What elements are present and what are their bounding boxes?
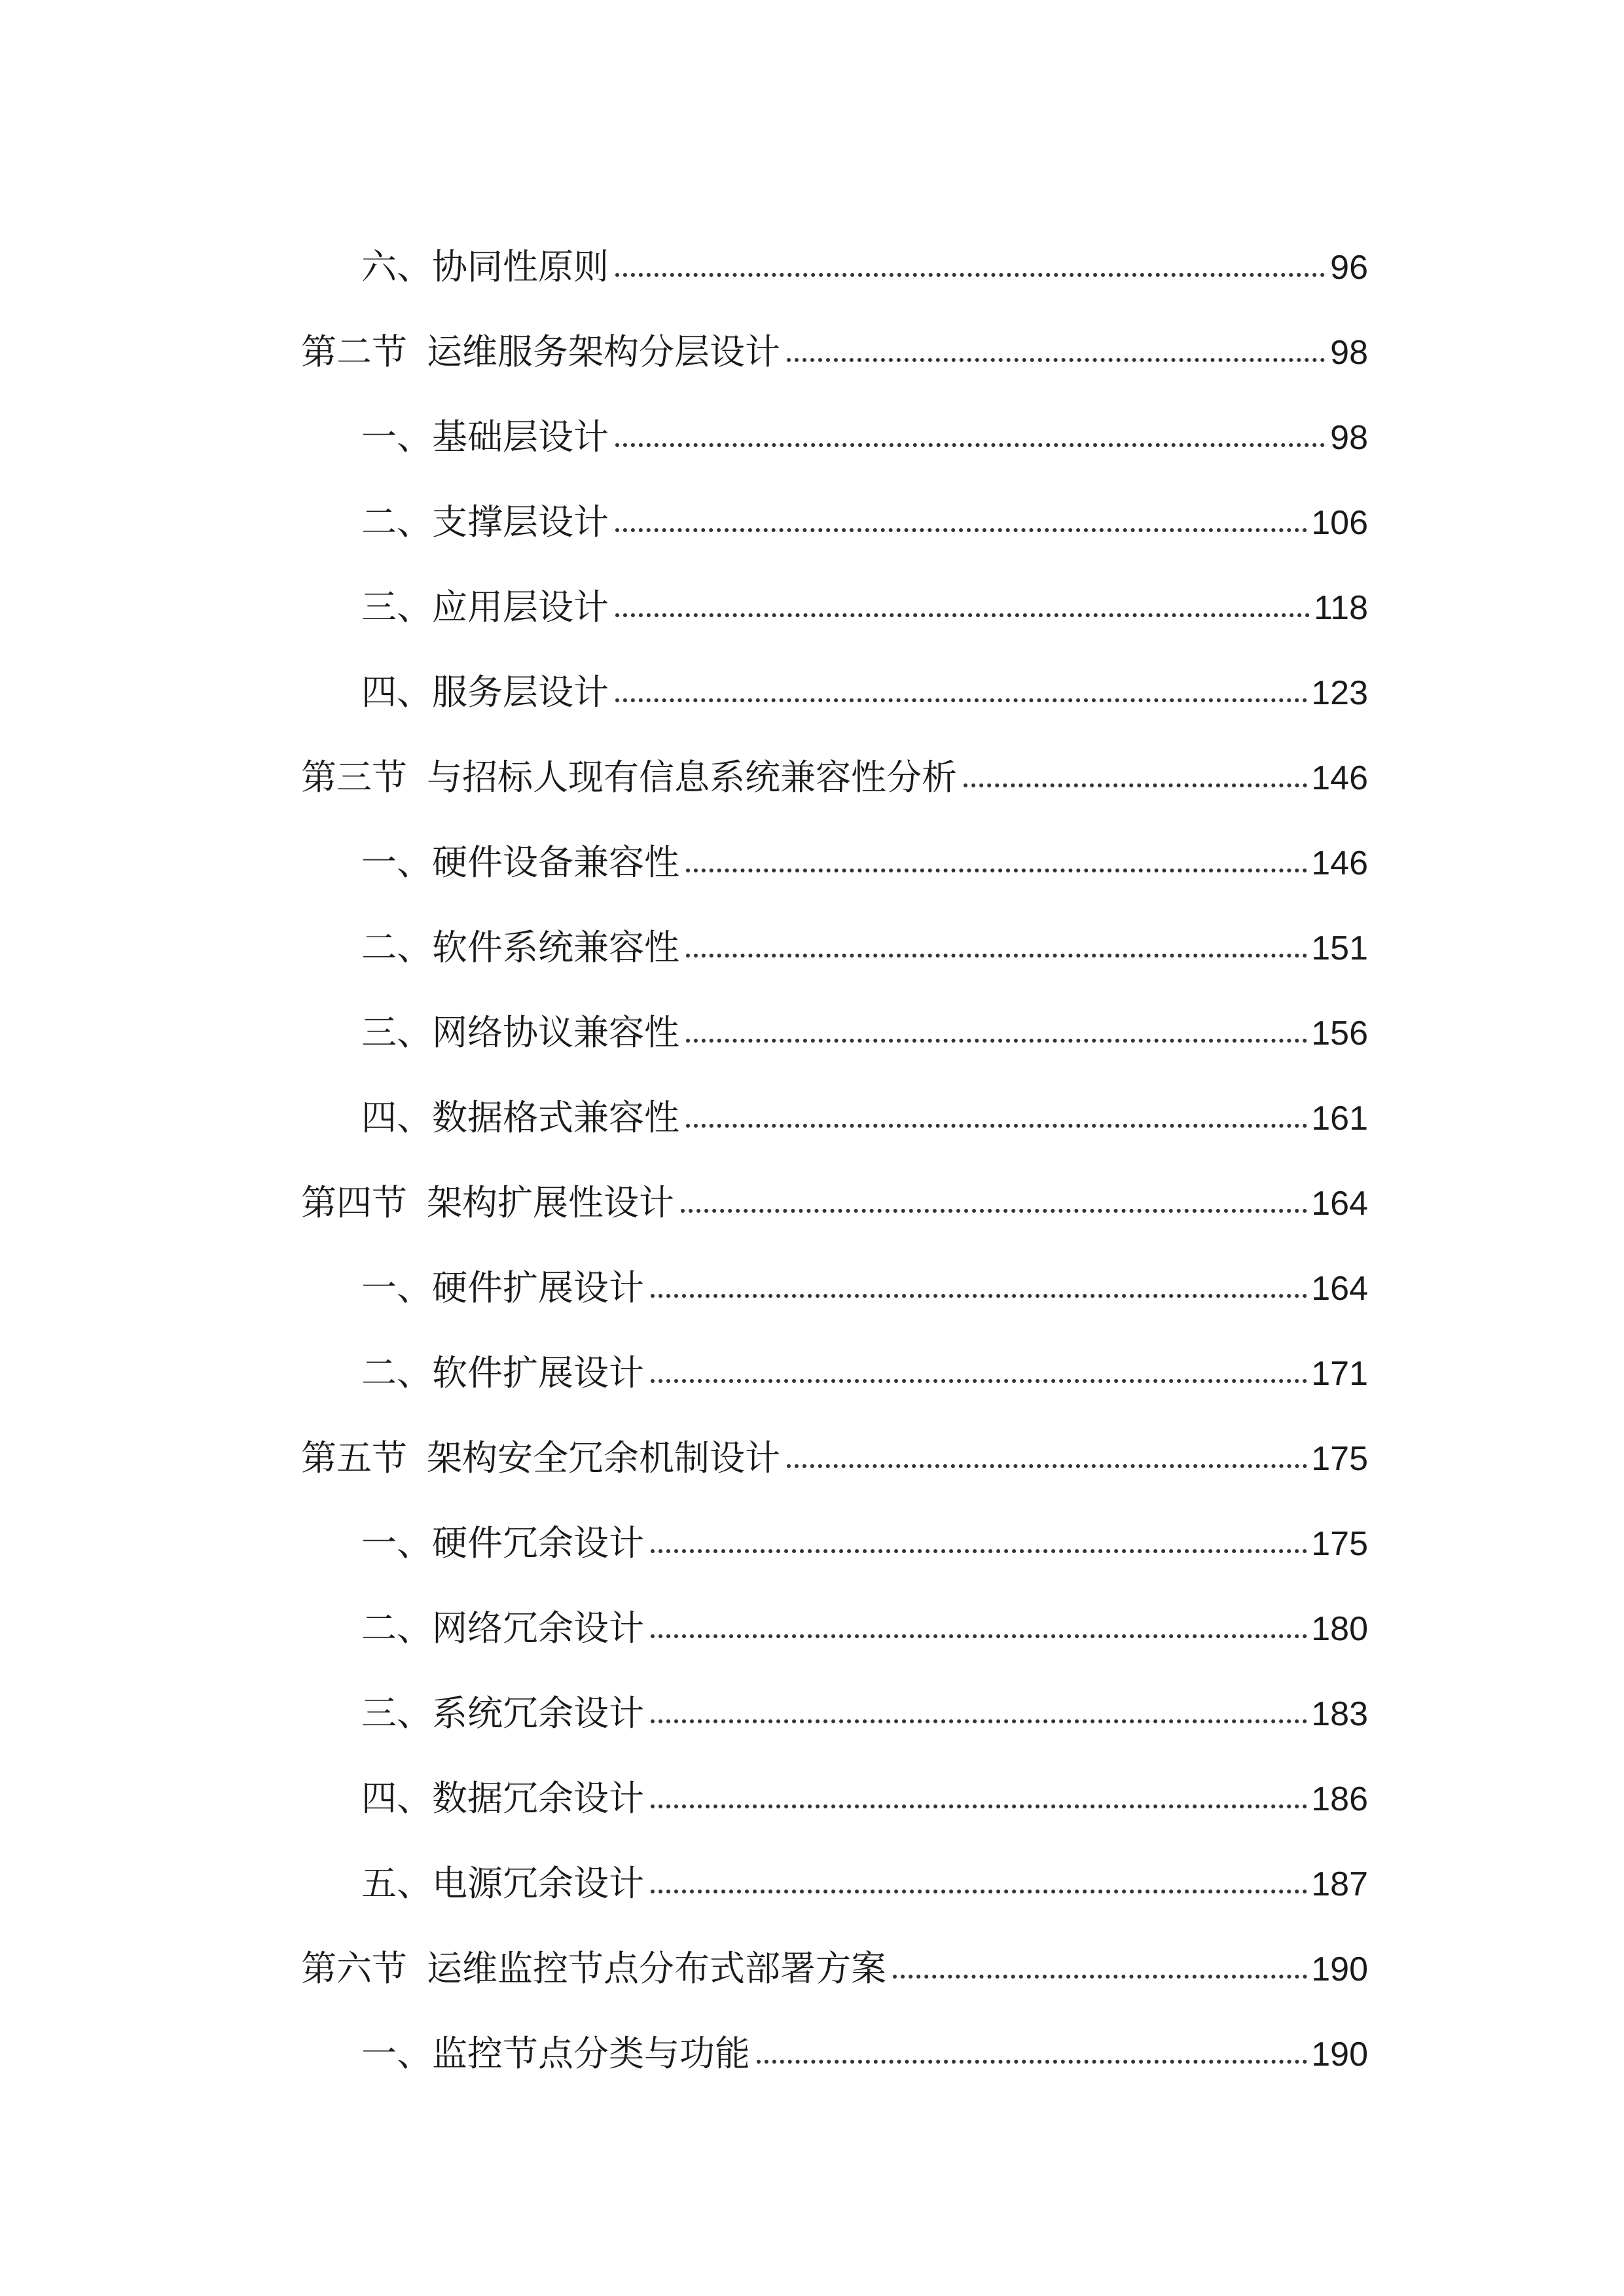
toc-page-number: 190 [1311,2036,1368,2073]
toc-dot-leader [893,1975,1307,1979]
toc-entry-label: 运维服务架构分层设计 [427,331,780,372]
toc-entry-label: 三、应用层设计 [361,586,609,628]
toc-subsection-entry[interactable] [301,455,1368,543]
toc-subsection-entry[interactable] [301,795,1368,883]
toc-dot-leader [615,443,1325,447]
toc-dot-leader [651,1890,1307,1893]
toc-section-entry[interactable] [301,1901,1368,1989]
toc-subsection-entry[interactable] [301,1476,1368,1564]
toc-entry-label: 六、协同性原则 [361,246,609,287]
toc-page-number: 171 [1311,1355,1368,1393]
toc-subsection-entry[interactable] [301,1731,1368,1819]
toc-dot-leader [757,2060,1307,2064]
toc-page-number: 156 [1311,1014,1368,1052]
toc-entry-label: 四、服务层设计 [361,672,609,713]
toc-page-number: 98 [1330,419,1368,457]
toc-page-number: 183 [1311,1695,1368,1733]
toc-dot-leader [651,1294,1307,1298]
toc-dot-leader [787,1464,1307,1468]
toc-subsection-entry[interactable] [301,1306,1368,1391]
toc-page-number: 175 [1311,1525,1368,1563]
toc-dot-leader [651,1634,1307,1638]
toc-dot-leader [686,869,1307,872]
toc-section-entry[interactable] [301,710,1368,798]
toc-section-entry[interactable] [301,1391,1368,1479]
toc-dot-leader [651,1804,1307,1808]
toc-page-number: 187 [1311,1865,1368,1903]
toc-page-number: 151 [1311,929,1368,967]
toc-page-number: 164 [1311,1270,1368,1308]
toc-section-number: 第五节 [301,1437,407,1479]
toc-entry-label: 二、软件扩展设计 [361,1352,644,1393]
toc-subsection-entry[interactable] [301,1221,1368,1306]
toc-dot-leader [615,273,1325,277]
toc-page-number: 96 [1330,249,1368,287]
toc-entry-label: 三、系统冗余设计 [361,1693,644,1734]
toc-entry-label: 一、基础层设计 [361,416,609,457]
toc-entry-label: 一、硬件扩展设计 [361,1267,644,1308]
table-of-contents [301,200,1368,2072]
toc-subsection-entry[interactable] [301,1986,1368,2072]
toc-page-number: 106 [1311,504,1368,542]
toc-subsection-entry[interactable] [301,880,1368,968]
toc-dot-leader [651,1549,1307,1553]
toc-dot-leader [651,1379,1307,1383]
toc-dot-leader [787,358,1325,362]
toc-entry-label: 架构扩展性设计 [427,1182,674,1223]
toc-page-number: 98 [1330,334,1368,372]
toc-subsection-entry[interactable] [301,1646,1368,1734]
toc-page-number: 180 [1311,1610,1368,1648]
toc-page-number: 118 [1314,589,1368,627]
toc-section-entry[interactable] [301,1136,1368,1221]
toc-entry-label: 四、数据冗余设计 [361,1778,644,1819]
toc-entry-label: 架构安全冗余机制设计 [427,1437,780,1479]
toc-page-number: 146 [1311,844,1368,882]
toc-section-number: 第二节 [301,331,407,372]
toc-dot-leader [686,1039,1307,1043]
toc-subsection-entry[interactable] [301,625,1368,713]
toc-section-number: 第三节 [301,757,407,798]
toc-dot-leader [681,1209,1307,1213]
toc-subsection-entry[interactable] [301,1816,1368,1904]
toc-entry-label: 二、软件系统兼容性 [361,927,679,968]
toc-subsection-entry[interactable] [301,1050,1368,1136]
toc-entry-label: 一、硬件设备兼容性 [361,842,679,883]
toc-section-number: 第四节 [301,1182,407,1223]
toc-page-number: 164 [1311,1185,1368,1223]
toc-page-number: 175 [1311,1440,1368,1478]
toc-entry-label: 五、电源冗余设计 [361,1863,644,1904]
toc-subsection-entry[interactable] [301,200,1368,285]
toc-dot-leader [686,954,1307,958]
toc-entry-label: 四、数据格式兼容性 [361,1097,679,1138]
toc-dot-leader [686,1124,1307,1128]
toc-dot-leader [615,698,1307,702]
toc-entry-label: 运维监控节点分布式部署方案 [427,1948,886,1989]
toc-page-number: 186 [1311,1780,1368,1818]
toc-dot-leader [964,783,1307,787]
toc-dot-leader [651,1719,1307,1723]
toc-dot-leader [615,613,1310,617]
toc-page-number: 161 [1311,1100,1368,1138]
toc-entry-label: 二、支撑层设计 [361,501,609,543]
toc-section-entry[interactable] [301,285,1368,370]
toc-subsection-entry[interactable] [301,965,1368,1053]
toc-entry-label: 二、网络冗余设计 [361,1607,644,1649]
toc-entry-label: 一、硬件冗余设计 [361,1522,644,1564]
toc-entry-label: 三、网络协议兼容性 [361,1012,679,1053]
toc-page-number: 190 [1311,1950,1368,1988]
toc-subsection-entry[interactable] [301,370,1368,455]
toc-dot-leader [615,528,1307,532]
toc-section-number: 第六节 [301,1948,407,1989]
toc-subsection-entry[interactable] [301,1561,1368,1649]
toc-page-number: 146 [1311,759,1368,797]
toc-page-number: 123 [1311,674,1368,712]
toc-subsection-entry[interactable] [301,540,1368,628]
toc-entry-label: 与招标人现有信息系统兼容性分析 [427,757,957,798]
toc-entry-label: 一、监控节点分类与功能 [361,2033,750,2074]
